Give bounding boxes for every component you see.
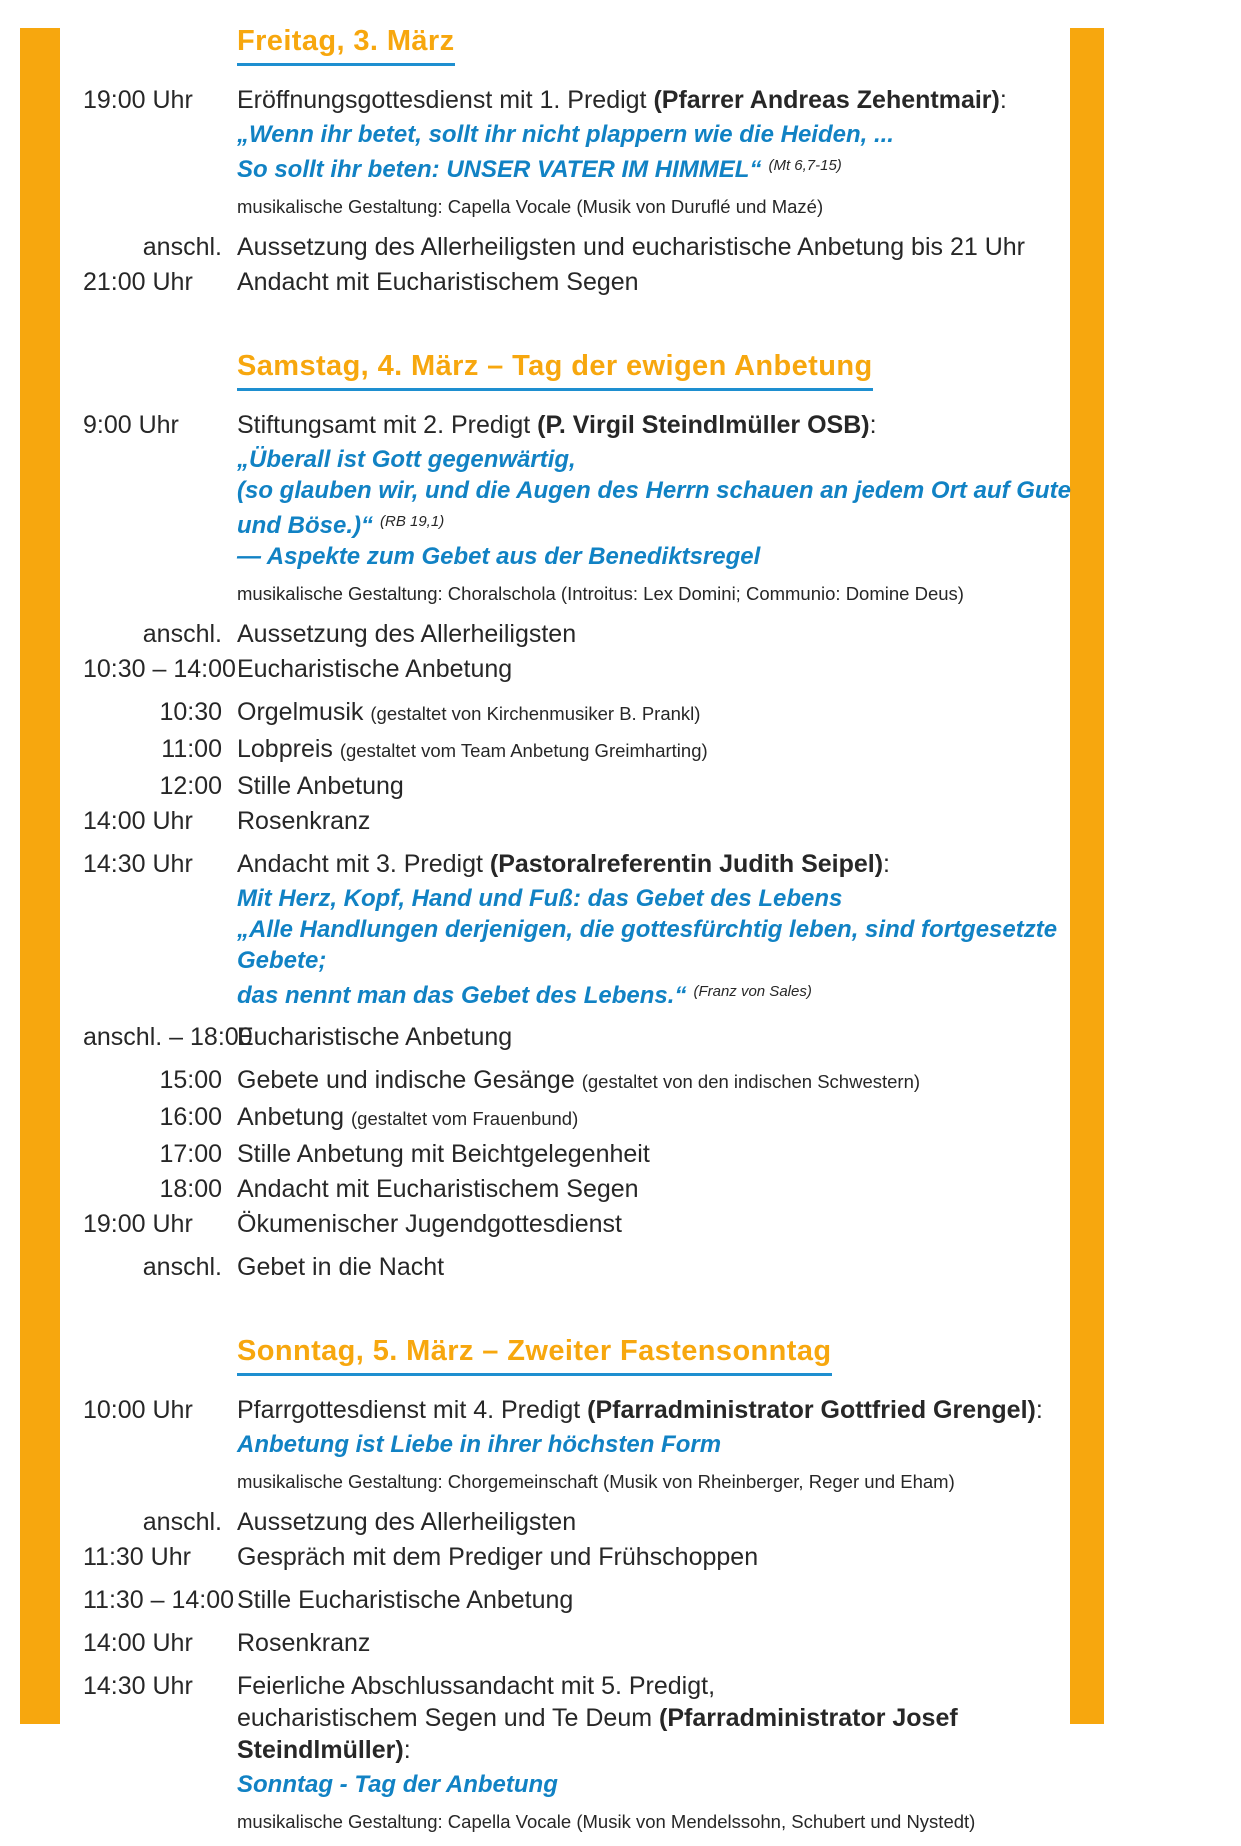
event-line — [237, 1210, 622, 1238]
time-label: anschl. — [142, 1253, 222, 1281]
left-accent-bar — [20, 28, 60, 1724]
time-label: 15:00 — [159, 1066, 222, 1094]
schedule-row — [83, 696, 1113, 730]
event-text — [237, 618, 1113, 650]
quote-line: Mit Herz, Kopf, Hand und Fuß: das Gebet des Lebens — [237, 885, 843, 912]
time-label: 18:00 — [159, 1175, 222, 1203]
quote-line: das nennt man das Gebet des Lebens.“ $^{(Franz von Sales)}$ — [237, 982, 812, 1009]
event-line — [237, 850, 890, 878]
music-note: musikalische Gestaltung: Chorgemeinschaft (Musik von Rheinberger, Reger und Eham) — [237, 1471, 955, 1492]
schedule-row — [83, 266, 1113, 298]
time-label: 14:30 Uhr — [83, 850, 193, 878]
schedule-row — [83, 1138, 1113, 1170]
event-text — [237, 231, 1113, 263]
quote-line: So sollt ihr beten: UNSER VATER IM HIMMEL“ $^{(Mt 6,7-15)}$ — [237, 156, 842, 183]
event-line — [237, 655, 512, 683]
event-text — [237, 1101, 1113, 1135]
event-text — [237, 1208, 1113, 1240]
event-text — [237, 1173, 1113, 1205]
event-line-text: Pfarrgottesdienst mit 4. Predigt — [237, 1396, 588, 1424]
quote-block — [237, 883, 1113, 1011]
day-heading: Samstag, 4. März – Tag der ewigen Anbetung — [237, 350, 873, 391]
schedule-row — [83, 1541, 1113, 1573]
event-text — [237, 84, 1113, 116]
schedule-row — [83, 1670, 1113, 1766]
schedule-row — [83, 1506, 1113, 1538]
schedule-row — [83, 1251, 1113, 1283]
schedule-row — [83, 1584, 1113, 1616]
schedule-row — [83, 84, 1113, 116]
event-text — [237, 733, 1113, 767]
event-line-after: : — [883, 850, 890, 878]
schedule-row — [83, 805, 1113, 837]
event-line — [237, 1396, 1043, 1424]
quote-reference: (RB 19,1) — [380, 513, 445, 530]
quote-line: — Aspekte zum Gebet aus der Benediktsregel — [237, 543, 761, 570]
event-line-text: Rosenkranz — [237, 807, 371, 835]
day-section — [83, 350, 1113, 1283]
time-label: 12:00 — [159, 772, 222, 800]
time-label: 17:00 — [159, 1140, 222, 1168]
event-text — [237, 1541, 1113, 1573]
event-text — [237, 653, 1113, 685]
schedule-row — [83, 848, 1113, 880]
event-line-text: eucharistischem Segen und Te Deum — [237, 1704, 659, 1732]
event-line — [237, 1140, 650, 1168]
time-label: 10:30 — [159, 698, 222, 726]
event-line — [237, 1508, 576, 1536]
event-line-text: Ökumenischer Jugendgottesdienst — [237, 1210, 622, 1238]
schedule-row — [83, 231, 1113, 263]
event-line-after: : — [403, 1736, 411, 1764]
event-line — [237, 620, 576, 648]
event-line-bold: (Pfarradministrator Gottfried Grengel) — [587, 1396, 1036, 1424]
event-line-text: Lobpreis — [237, 735, 333, 763]
time-label: 11:00 — [161, 735, 222, 763]
event-text — [237, 1251, 1113, 1283]
event-line — [237, 1023, 512, 1051]
event-line-text: Stille Eucharistische Anbetung — [237, 1586, 574, 1614]
quote-block — [237, 1429, 1113, 1460]
time-label: anschl. — [142, 620, 222, 648]
event-text — [237, 1021, 1113, 1053]
event-line-text: Andacht mit Eucharistischem Segen — [237, 268, 639, 296]
event-line — [237, 86, 1007, 114]
event-line — [237, 1672, 715, 1700]
schedule-row — [83, 1173, 1113, 1205]
event-line-text: Feierliche Abschlussandacht mit 5. Predigt, — [237, 1672, 716, 1700]
event-line-text: Andacht mit Eucharistischem Segen — [237, 1175, 639, 1203]
music-note: musikalische Gestaltung: Capella Vocale (Musik von Mendelssohn, Schubert und Nystedt) — [237, 1811, 976, 1832]
event-line-text: Gespräch mit dem Prediger und Frühschoppen — [237, 1543, 759, 1571]
schedule-row — [83, 770, 1113, 802]
day-section — [83, 1335, 1113, 1834]
time-label: 16:00 — [159, 1103, 222, 1131]
event-line-text: Aussetzung des Allerheiligsten — [237, 1508, 577, 1536]
event-line-bold: (P. Virgil Steindlmüller OSB) — [537, 411, 870, 439]
organizer-note: (gestaltet von den indischen Schwestern) — [581, 1071, 921, 1092]
event-line-after: : — [999, 86, 1007, 114]
event-text — [237, 1394, 1113, 1426]
event-line-after: : — [1035, 1396, 1043, 1424]
day-heading-row — [237, 1335, 1113, 1376]
event-line — [237, 411, 877, 439]
quote-line: „Überall ist Gott gegenwärtig, — [237, 446, 576, 473]
quote-reference: (Franz von Sales) — [693, 983, 812, 1000]
schedule-row — [83, 1394, 1113, 1426]
event-line-text: Rosenkranz — [237, 1629, 371, 1657]
quote-line: (so glauben wir, und die Augen des Herrn schauen an jedem Ort auf Gute und Böse.)“ $^{(RB 19,1)}$ — [237, 477, 1071, 539]
event-text — [237, 696, 1113, 730]
quote-reference: (Mt 6,7-15) — [768, 157, 842, 174]
event-line — [237, 1586, 573, 1614]
event-line-text: Eucharistische Anbetung — [237, 1023, 513, 1051]
time-label: anschl. – 18:00 — [83, 1023, 253, 1051]
organizer-note: (gestaltet vom Team Anbetung Greimharting) — [339, 740, 708, 761]
event-line-text: Stiftungsamt mit 2. Predigt — [237, 411, 538, 439]
schedule-row — [83, 1208, 1113, 1240]
event-text — [237, 1138, 1113, 1170]
schedule-row — [83, 1101, 1113, 1135]
day-heading-row — [237, 25, 1113, 66]
time-label: 11:30 – 14:00 — [83, 1586, 235, 1614]
event-line-bold: (Pfarradministrator Josef Steindlmüller) — [237, 1704, 958, 1764]
schedule-row — [83, 618, 1113, 650]
event-line-text: Gebete und indische Gesänge — [237, 1066, 575, 1094]
event-line — [237, 1103, 344, 1131]
schedule-row — [83, 733, 1113, 767]
quote-block — [237, 1769, 1113, 1800]
quote-line: „Alle Handlungen derjenigen, die gottesfürchtig leben, sind fortgesetzte Gebete; — [237, 916, 1058, 974]
event-line — [237, 233, 1025, 261]
quote-line: „Wenn ihr betet, sollt ihr nicht plappern wie die Heiden, ... — [237, 121, 894, 148]
schedule-row — [83, 653, 1113, 685]
quote-line: Sonntag - Tag der Anbetung — [237, 1771, 558, 1798]
event-text — [237, 770, 1113, 802]
event-line-after: : — [869, 411, 877, 439]
event-line-text: Orgelmusik — [237, 698, 364, 726]
time-label: 21:00 Uhr — [83, 268, 193, 296]
event-line-text: Stille Anbetung — [237, 772, 404, 800]
day-heading-row — [237, 350, 1113, 391]
music-note: musikalische Gestaltung: Choralschola (Introitus: Lex Domini; Communio: Domine Deus) — [237, 583, 964, 604]
event-line-text: Stille Anbetung mit Beichtgelegenheit — [237, 1140, 650, 1168]
event-line — [237, 1066, 575, 1094]
event-line — [237, 735, 333, 763]
event-text — [237, 1627, 1113, 1659]
time-label: 19:00 Uhr — [83, 1210, 193, 1238]
event-line — [237, 1253, 444, 1281]
event-line — [237, 1543, 758, 1571]
time-label: 14:00 Uhr — [83, 807, 193, 835]
quote-block — [237, 444, 1113, 572]
day-heading: Freitag, 3. März — [237, 25, 455, 66]
event-line-text: Aussetzung des Allerheiligsten — [237, 620, 577, 648]
quote-line: Anbetung ist Liebe in ihrer höchsten Form — [237, 1431, 722, 1458]
event-line — [237, 1175, 639, 1203]
schedule — [83, 25, 1113, 1846]
event-line-text: Gebet in die Nacht — [237, 1253, 445, 1281]
event-line-text: Eröffnungsgottesdienst mit 1. Predigt — [237, 86, 654, 114]
schedule-row — [83, 1021, 1113, 1053]
time-label: anschl. — [142, 1508, 222, 1536]
day-section — [83, 25, 1113, 298]
time-label: 10:00 Uhr — [83, 1396, 193, 1424]
event-line — [237, 1704, 958, 1764]
event-text — [237, 266, 1113, 298]
schedule-row — [83, 1064, 1113, 1098]
event-text — [237, 409, 1113, 441]
music-note: musikalische Gestaltung: Capella Vocale (Musik von Duruflé und Mazé) — [237, 196, 824, 217]
quote-block — [237, 119, 1113, 185]
event-line — [237, 1629, 370, 1657]
event-line-text: Andacht mit 3. Predigt — [237, 850, 490, 878]
event-line-text: Anbetung — [237, 1103, 345, 1131]
event-line — [237, 807, 370, 835]
event-line — [237, 772, 404, 800]
time-label: 19:00 Uhr — [83, 86, 193, 114]
organizer-note: (gestaltet vom Frauenbund) — [351, 1108, 579, 1129]
day-heading: Sonntag, 5. März – Zweiter Fastensonntag — [237, 1335, 832, 1376]
time-label: 10:30 – 14:00 — [83, 655, 236, 683]
event-text — [237, 805, 1113, 837]
event-line — [237, 698, 363, 726]
organizer-note: (gestaltet von Kirchenmusiker B. Prankl) — [370, 703, 701, 724]
time-label: 14:00 Uhr — [83, 1629, 193, 1657]
event-line-bold: (Pfarrer Andreas Zehentmair) — [653, 86, 1000, 114]
event-line-text: Eucharistische Anbetung — [237, 655, 513, 683]
event-text — [237, 1506, 1113, 1538]
event-text — [237, 1670, 1113, 1766]
event-line-bold: (Pastoralreferentin Judith Seipel) — [489, 850, 884, 878]
event-text — [237, 848, 1113, 880]
time-label: anschl. — [142, 233, 222, 261]
schedule-row — [83, 1627, 1113, 1659]
event-line-text: Aussetzung des Allerheiligsten und eucharistische Anbetung bis 21 Uhr — [237, 233, 1026, 261]
event-text — [237, 1064, 1113, 1098]
time-label: 9:00 Uhr — [83, 411, 179, 439]
time-label: 14:30 Uhr — [83, 1672, 193, 1700]
event-line — [237, 268, 639, 296]
schedule-row — [83, 409, 1113, 441]
time-label: 11:30 Uhr — [83, 1543, 191, 1571]
event-text — [237, 1584, 1113, 1616]
